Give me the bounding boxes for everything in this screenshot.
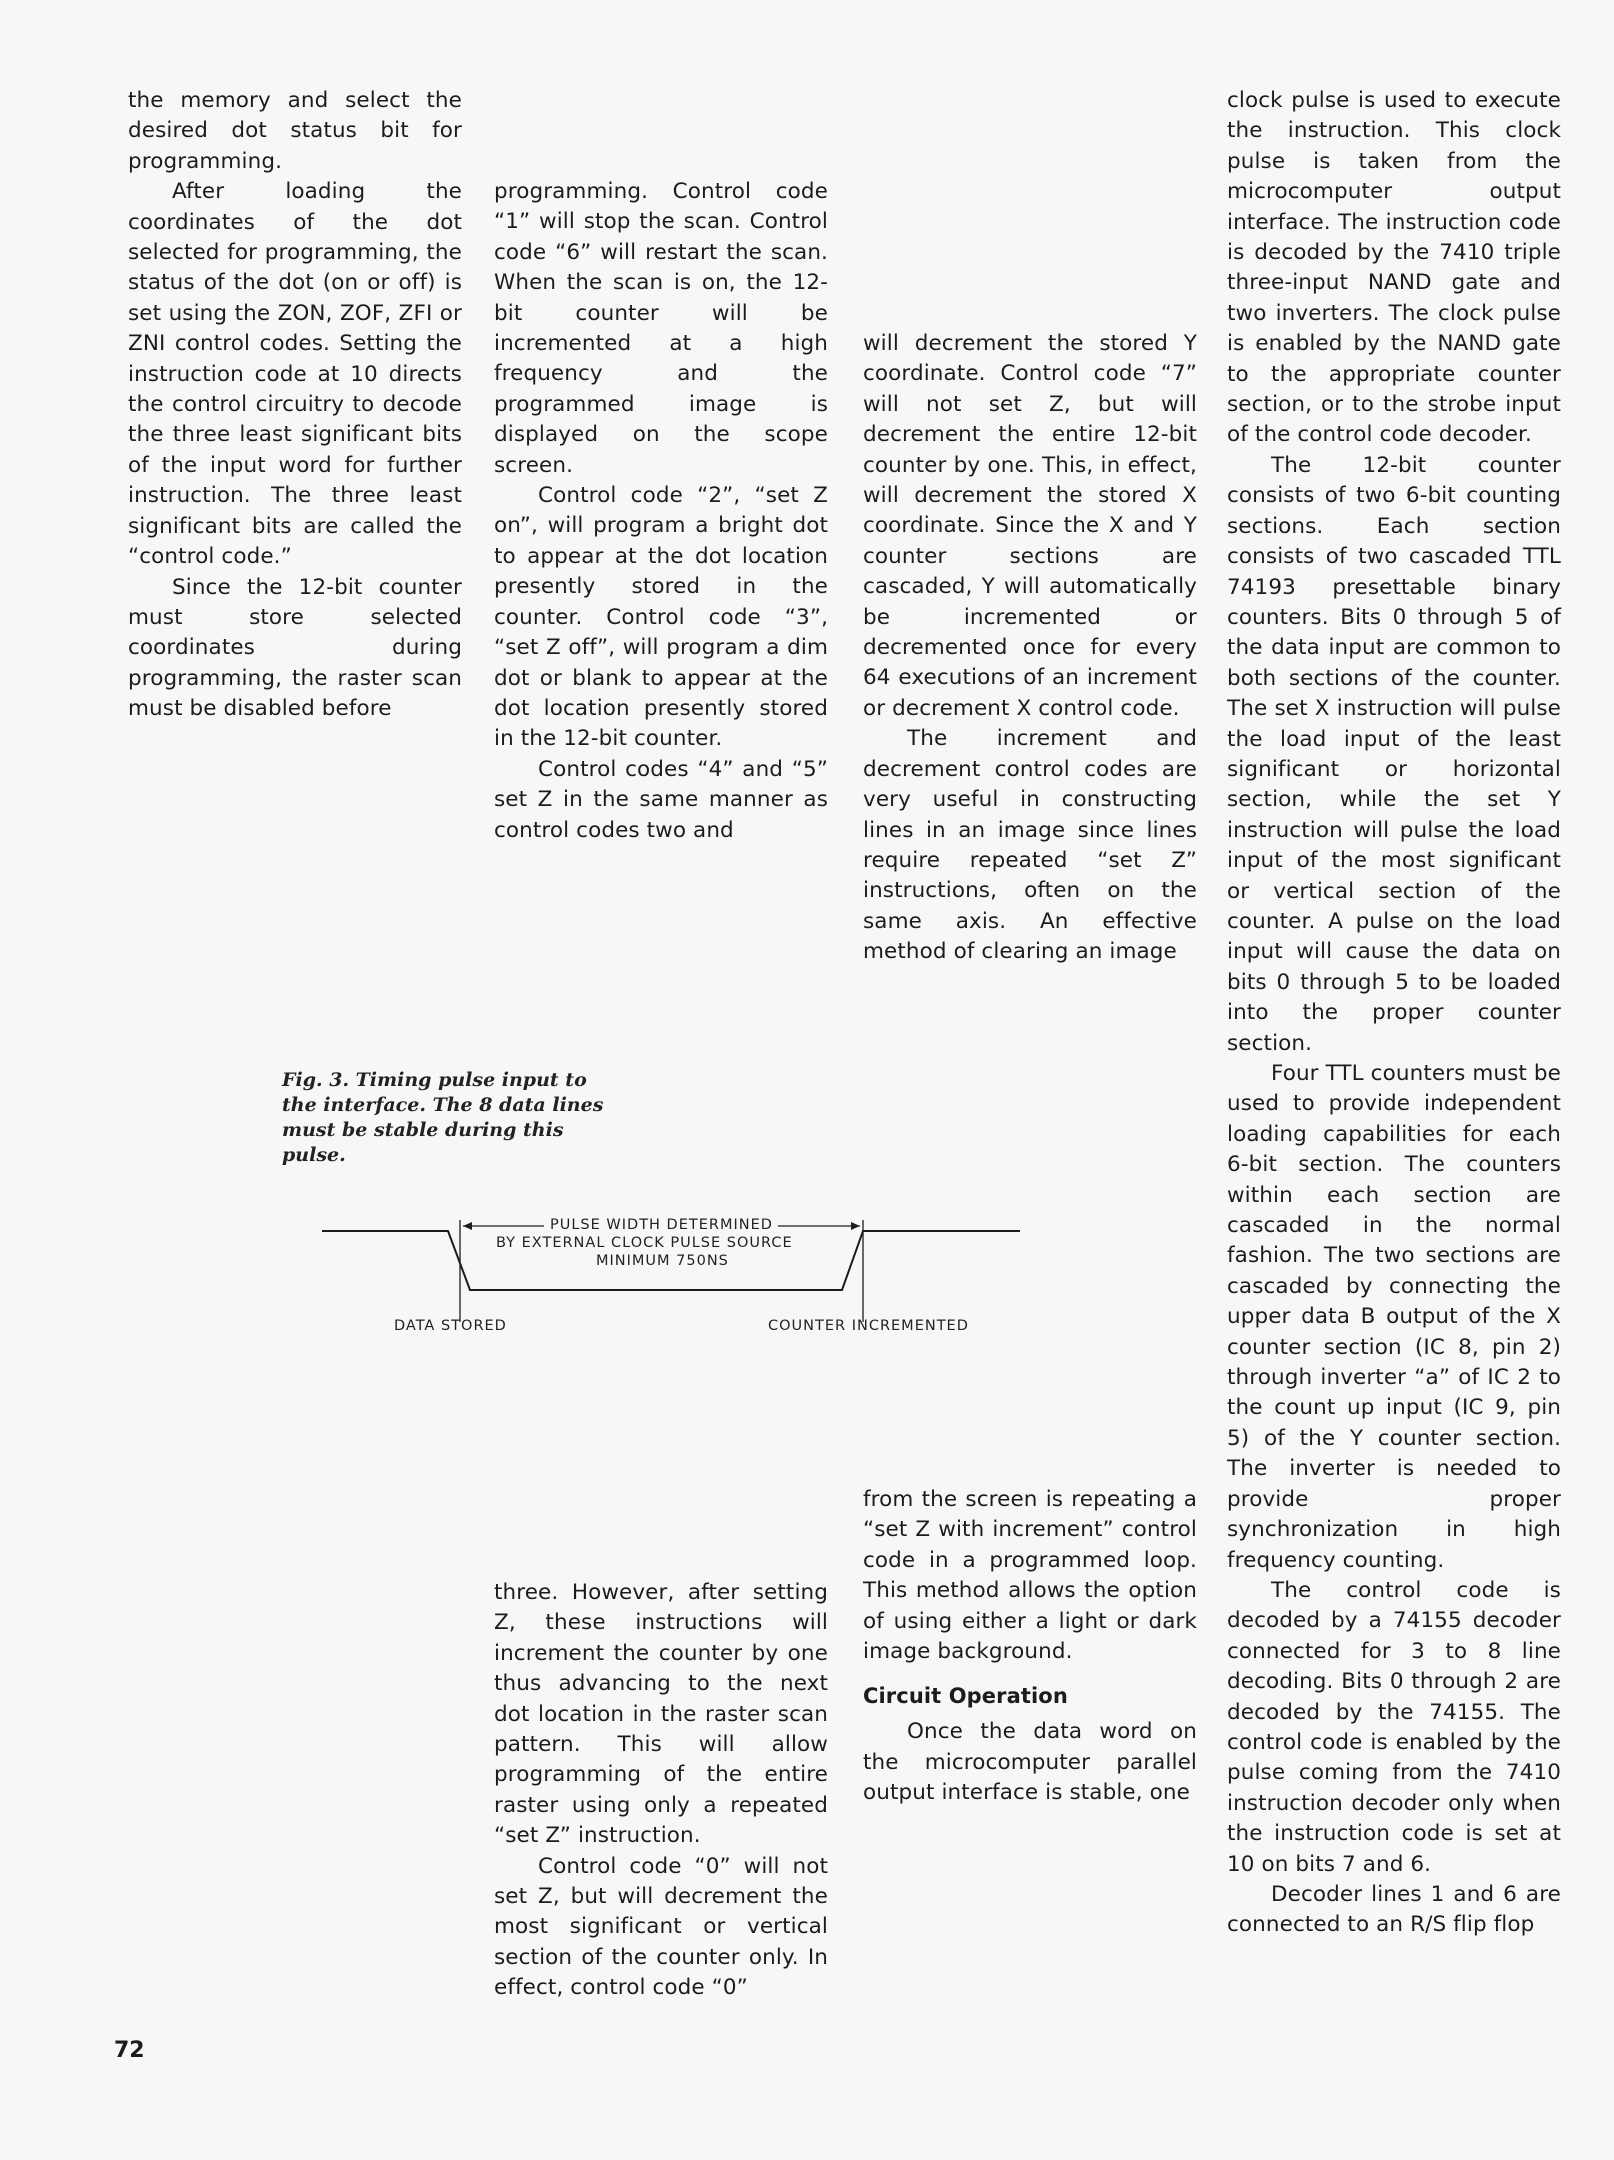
paragraph: clock pulse is used to execute the instruction. This clock pulse is taken from the microcomputer output interface. The instruction code is decoded by the 7410 triple three-input NAND gate and two inverters. The clock pulse is enabled by the NAND gate to the appropriate counter section, or to the strobe input of the control code decoder. <box>1227 88 1561 448</box>
paragraph: Once the data word on the microcomputer parallel output interface is stable, one <box>863 1719 1197 1806</box>
column-2-bottom <box>494 1578 828 2004</box>
paragraph: Control code “2”, “set Z on”, will program a bright dot to appear at the dot location presently stored in the counter. Control code “3”, “set Z off”, will program a dim dot or blank to appear at the dot location presently stored in the 12-bit counter. <box>494 483 828 752</box>
paragraph: The 12-bit counter consists of two 6-bit counting sections. Each section consists of two cascaded TTL 74193 presettable binary counters. Bits 0 through 5 of the data input are common to both sections of the counter. The set X instruction will pulse the load input of the least significant or horizontal section, while the set Y instruction will pulse the load input of the most significant or vertical section of the counter. A pulse on the load input will cause the data on bits 0 through 5 to be loaded into the proper counter section. <box>1227 452 1561 1056</box>
paragraph: Four TTL counters must be used to provide independent loading capabilities for each 6-bit section. The counters within each section are cascaded in the normal fashion. The two sections are cascaded by connecting the upper data B output of the X counter section (IC 8, pin 2) through inverter “a” of IC 2 to the count up input (IC 9, pin 5) of the Y counter section. The inverter is needed to provide proper synchronization in high frequency counting. <box>1227 1061 1561 1573</box>
paragraph: Control code “0” will not set Z, but will decrement the most significant or vertical section of the counter only. In effect, control code “0” <box>494 1853 828 2001</box>
paragraph: Decoder lines 1 and 6 are connected to an R/S flip flop <box>1227 1881 1561 1938</box>
paragraph: programming. Control code “1” will stop the scan. Control code “6” will restart the scan. When the scan is on, the 12-bit counter will be incremented at a high frequency and the programmed image is displayed on the scope screen. <box>494 179 828 478</box>
column-2-top <box>494 177 828 846</box>
timing-diagram <box>300 1190 1060 1350</box>
page-number: 72 <box>114 2038 145 2063</box>
pulse-width-label: PULSE WIDTH DETERMINED <box>550 1217 773 1233</box>
section-heading: Circuit Operation <box>863 1684 1068 1709</box>
counter-incremented-label: COUNTER INCREMENTED <box>768 1318 969 1334</box>
paragraph: from the screen is repeating a “set Z with increment” control code in a programmed loop. This method allows the option of using either a light or dark image background. <box>863 1487 1197 1665</box>
paragraph: will decrement the stored Y coordinate. Control code “7” will not set Z, but will decrement the entire 12-bit counter by one. This, in effect, will decrement the stored X coordinate. Since the X and Y counter sections are cascaded, Y will automatically be incremented or decremented once for every 64 executions of an increment or decrement X control code. <box>863 331 1197 721</box>
column-4 <box>1227 86 1561 1941</box>
column-1 <box>128 86 462 725</box>
paragraph: The control code is decoded by a 74155 decoder connected for 3 to 8 line decoding. Bits 0 through 2 are decoded by the 74155. The control code is enabled by the pulse coming from the 7410 instruction decoder only when the instruction code is set at 10 on bits 7 and 6. <box>1227 1577 1561 1877</box>
paragraph: After loading the coordinates of the dot selected for programming, the status of the dot (on or off) is set using the ZON, ZOF, ZFI or ZNI control codes. Setting the instruction code at 10 directs the control circuitry to decode the three least significant bits of the input word for further instruction. The three least significant bits are called the “control code.” <box>128 179 462 570</box>
paragraph: Since the 12-bit counter must store selected coordinates during programming, the raster scan must be disabled before <box>128 574 462 722</box>
paragraph: The increment and decrement control codes are very useful in constructing lines in an image since lines require repeated “set Z” instructions, often on the same axis. An effective method of clearing an image <box>863 726 1197 965</box>
paragraph: Control codes “4” and “5” set Z in the same manner as control codes two and <box>494 756 828 843</box>
paragraph: three. However, after setting Z, these instructions will increment the counter by one thus advancing to the next dot location in the raster scan pattern. This will allow programming of the entire raster using only a repeated “set Z” instruction. <box>494 1580 828 1849</box>
figure-caption: Fig. 3. Timing pulse input to the interface. The 8 data lines must be stable during this pulse. <box>282 1069 604 1166</box>
pulse-minimum-label: MINIMUM 750NS <box>596 1253 729 1269</box>
paragraph: the memory and select the desired dot status bit for programming. <box>128 88 462 174</box>
data-stored-label: DATA STORED <box>394 1318 507 1334</box>
column-3-bottom <box>863 1485 1197 1809</box>
column-3-top <box>863 329 1197 968</box>
pulse-source-label: BY EXTERNAL CLOCK PULSE SOURCE <box>496 1235 793 1251</box>
